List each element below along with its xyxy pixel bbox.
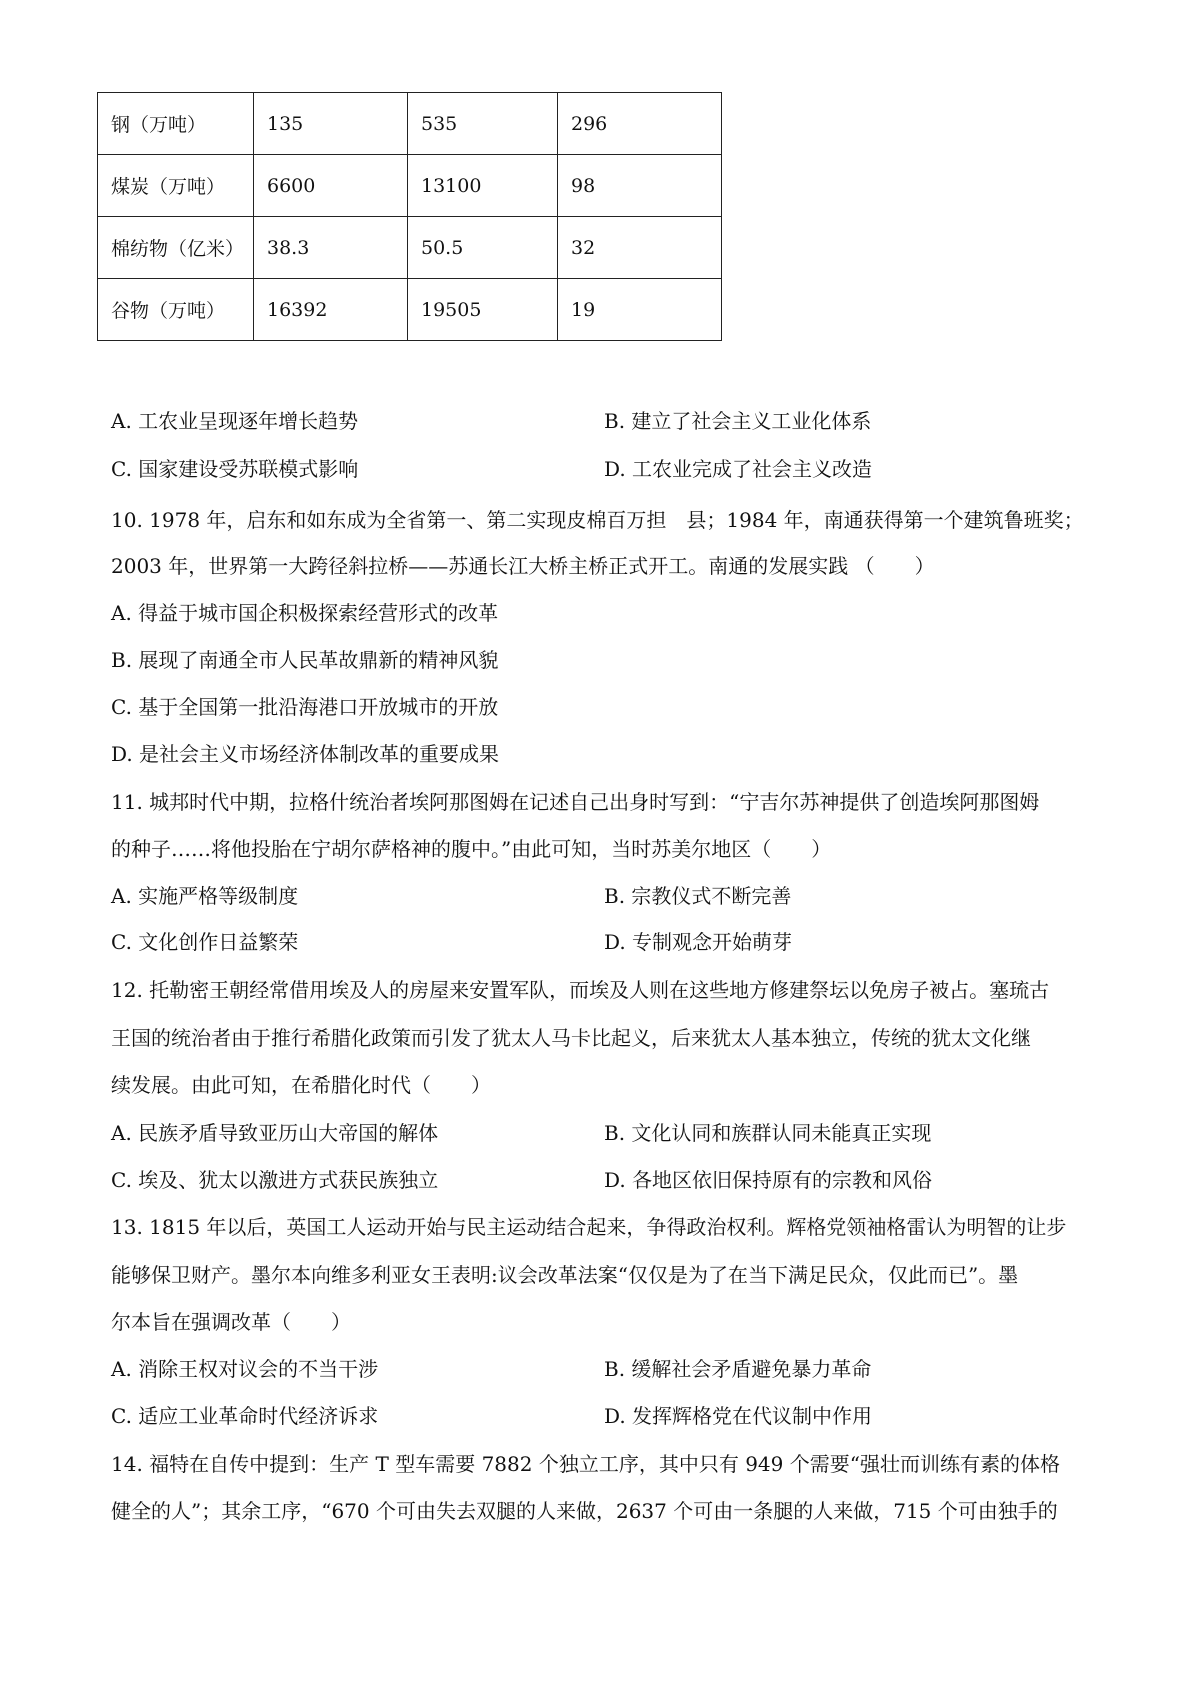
q13-stem-line2: 能够保卫财产。墨尔本向维多利亚女王表明:议会改革法案“仅仅是为了在当下满足民众，仅此而已”。墨 xyxy=(111,1263,1019,1287)
q12-option-a[interactable]: A. 民族矛盾导致亚历山大帝国的解体 xyxy=(111,1121,439,1145)
q12-option-d[interactable]: D. 各地区依旧保持原有的宗教和风俗 xyxy=(604,1168,933,1192)
q11-stem-line1: 11. 城邦时代中期，拉格什统治者埃阿那图姆在记述自己出身时写到：“宁吉尔苏神提供了创造埃阿那图姆 xyxy=(111,790,1040,814)
row-header-cell: 钢（万吨） xyxy=(98,93,254,155)
table-cell: 296 xyxy=(558,93,722,155)
q13-option-b[interactable]: B. 缓解社会矛盾避免暴力革命 xyxy=(604,1357,872,1381)
table-cell: 50.5 xyxy=(408,217,558,279)
q10-option-b[interactable]: B. 展现了南通全市人民革故鼎新的精神风貌 xyxy=(111,648,499,672)
data-table xyxy=(97,92,722,341)
q10-option-c[interactable]: C. 基于全国第一批沿海港口开放城市的开放 xyxy=(111,695,499,719)
q13-option-c[interactable]: C. 适应工业革命时代经济诉求 xyxy=(111,1404,379,1428)
row-header-cell: 棉纺物（亿米） xyxy=(98,217,254,279)
table-row xyxy=(98,93,722,155)
q10-option-d[interactable]: D. 是社会主义市场经济体制改革的重要成果 xyxy=(111,742,500,766)
table-cell: 38.3 xyxy=(254,217,408,279)
table-cell: 13100 xyxy=(408,155,558,217)
q14-stem-line1: 14. 福特在自传中提到：生产 T 型车需要 7882 个独立工序，其中只有 949 个需要“强壮而训练有素的体格 xyxy=(111,1452,1060,1476)
q12-stem-line1: 12. 托勒密王朝经常借用埃及人的房屋来安置军队，而埃及人则在这些地方修建祭坛以免房子被占。塞琉古 xyxy=(111,978,1050,1002)
table-row xyxy=(98,279,722,341)
q12-option-c[interactable]: C. 埃及、犹太以激进方式获民族独立 xyxy=(111,1168,439,1192)
q14-stem-line2: 健全的人”；其余工序，“670 个可由失去双腿的人来做，2637 个可由一条腿的人来做，715 个可由独手的 xyxy=(111,1499,1058,1523)
q11-option-c[interactable]: C. 文化创作日益繁荣 xyxy=(111,930,299,954)
q12-stem-line3: 续发展。由此可知，在希腊化时代（ ） xyxy=(111,1073,491,1097)
q12-option-b[interactable]: B. 文化认同和族群认同未能真正实现 xyxy=(604,1121,932,1145)
q11-stem-line2: 的种子……将他投胎在宁胡尔萨格神的腹中。”由此可知，当时苏美尔地区（ ） xyxy=(111,837,832,861)
q13-option-d[interactable]: D. 发挥辉格党在代议制中作用 xyxy=(604,1404,873,1428)
row-header-cell: 煤炭（万吨） xyxy=(98,155,254,217)
q9-option-d[interactable]: D. 工农业完成了社会主义改造 xyxy=(604,457,873,481)
table-cell: 19 xyxy=(558,279,722,341)
q10-option-a[interactable]: A. 得益于城市国企积极探索经营形式的改革 xyxy=(111,601,499,625)
q13-option-a[interactable]: A. 消除王权对议会的不当干涉 xyxy=(111,1357,379,1381)
table-cell: 535 xyxy=(408,93,558,155)
q13-stem-line1: 13. 1815 年以后，英国工人运动开始与民主运动结合起来，争得政治权利。辉格党领袖格雷认为明智的让步 xyxy=(111,1215,1067,1239)
row-header-cell: 谷物（万吨） xyxy=(98,279,254,341)
q10-stem-line2: 2003 年，世界第一大跨径斜拉桥——苏通长江大桥主桥正式开工。南通的发展实践 （ ） xyxy=(111,554,935,578)
q9-option-c[interactable]: C. 国家建设受苏联模式影响 xyxy=(111,457,359,481)
table-cell: 16392 xyxy=(254,279,408,341)
table-cell: 19505 xyxy=(408,279,558,341)
q11-option-d[interactable]: D. 专制观念开始萌芽 xyxy=(604,930,793,954)
q11-option-b[interactable]: B. 宗教仪式不断完善 xyxy=(604,884,792,908)
q9-option-b[interactable]: B. 建立了社会主义工业化体系 xyxy=(604,409,872,433)
table-cell: 6600 xyxy=(254,155,408,217)
table-cell: 135 xyxy=(254,93,408,155)
q10-stem-line1: 10. 1978 年，启东和如东成为全省第一、第二实现皮棉百万担 县；1984 年，南通获得第一个建筑鲁班奖； xyxy=(111,508,1084,532)
table-cell: 98 xyxy=(558,155,722,217)
table-cell: 32 xyxy=(558,217,722,279)
table-row xyxy=(98,155,722,217)
table-row xyxy=(98,217,722,279)
q11-option-a[interactable]: A. 实施严格等级制度 xyxy=(111,884,299,908)
q9-option-a[interactable]: A. 工农业呈现逐年增长趋势 xyxy=(111,409,359,433)
q12-stem-line2: 王国的统治者由于推行希腊化政策而引发了犹太人马卡比起义，后来犹太人基本独立，传统的犹太文化继 xyxy=(111,1026,1031,1050)
q13-stem-line3: 尔本旨在强调改革（ ） xyxy=(111,1310,351,1334)
